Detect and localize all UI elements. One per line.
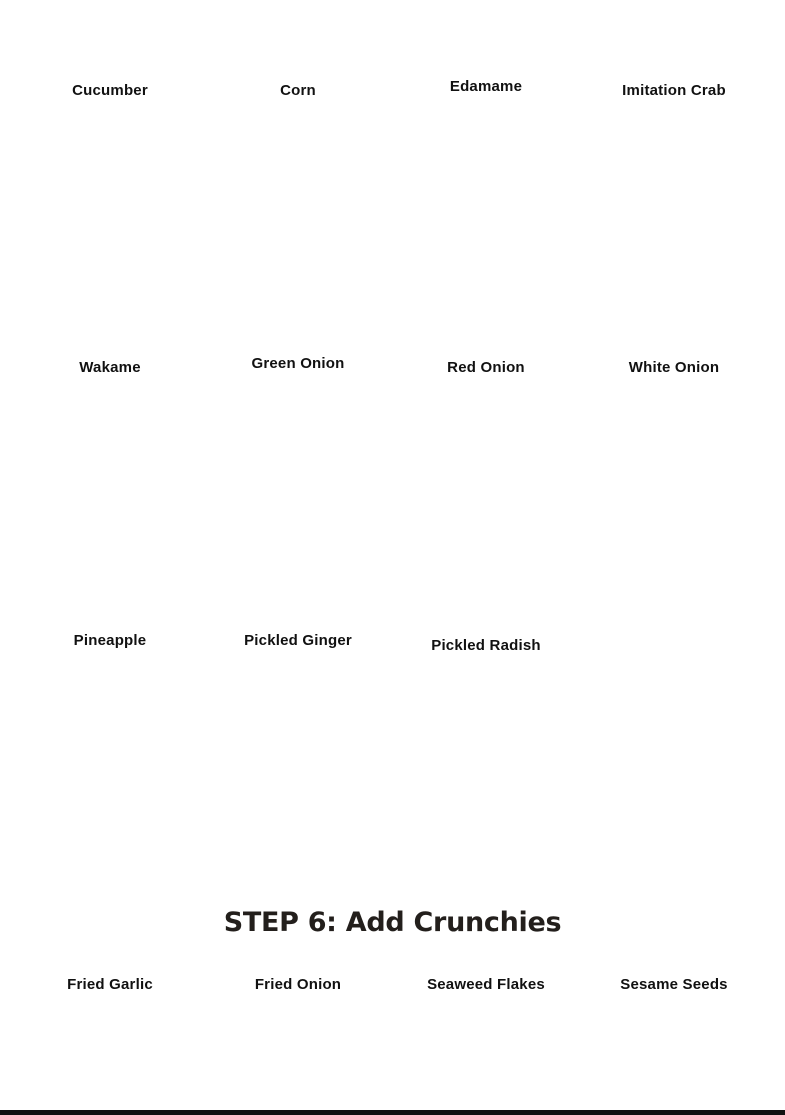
bottom-divider [0,1110,785,1115]
topping-label-imitation-crab: Imitation Crab [622,82,726,99]
step-6-heading: STEP 6: Add Crunchies [223,907,562,938]
topping-label-wakame: Wakame [79,359,141,376]
crunchy-label-sesame-seeds: Sesame Seeds [620,976,728,993]
topping-label-pickled-ginger: Pickled Ginger [244,632,352,649]
topping-label-edamame: Edamame [449,78,523,95]
topping-label-white-onion: White Onion [628,359,720,376]
topping-label-green-onion: Green Onion [251,355,345,372]
crunchy-label-fried-onion: Fried Onion [254,976,342,993]
crunchy-label-fried-garlic: Fried Garlic [67,976,153,993]
crunchy-label-seaweed-flakes: Seaweed Flakes [427,976,545,993]
topping-label-cucumber: Cucumber [72,82,148,99]
topping-label-corn: Corn [280,82,316,99]
topping-label-pineapple: Pineapple [73,632,147,649]
topping-label-pickled-radish: Pickled Radish [431,637,541,654]
topping-label-red-onion: Red Onion [447,359,525,376]
